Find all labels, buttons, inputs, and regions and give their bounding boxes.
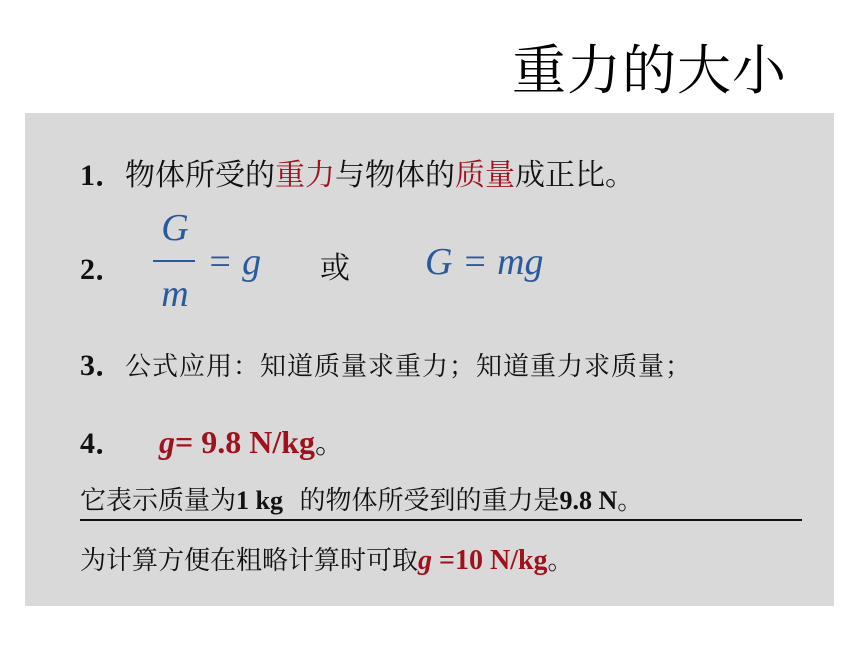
item-4-end: 。 (315, 426, 346, 461)
item-1-text-c: 成正比。 (515, 158, 635, 193)
item-1-highlight-gravity: 重力 (275, 158, 335, 193)
fraction-numerator: G (161, 207, 189, 249)
explanation-text-b: 的物体所受到的重力是 (282, 486, 560, 516)
item-1-text-b: 与物体的 (335, 158, 455, 193)
item-1-highlight-mass: 质量 (455, 158, 515, 193)
item-3-number: 3． (80, 349, 125, 382)
or-word: 或 (320, 251, 350, 286)
explanation-text-a: 它表示质量为 (80, 486, 237, 516)
explanation-mass: 1 kg (236, 486, 283, 515)
approx-g-symbol: g (418, 545, 433, 576)
gravity-formula: G = mg (425, 241, 544, 283)
item-1 (80, 150, 635, 194)
item-3-text: 公式应用：知道质量求重力；知道重力求质量； (125, 352, 693, 382)
item-4-number: 4． (80, 427, 125, 460)
explanation-force: 9.8 N (559, 486, 618, 515)
item-4-g-symbol: g (159, 424, 175, 460)
approx-text-a: 为计算方便在粗略计算时可取 (80, 546, 419, 576)
approx-value: =10 N/kg (432, 545, 548, 576)
item-4 (80, 418, 345, 462)
fraction-denominator: m (161, 273, 189, 315)
approx-end: 。 (547, 546, 574, 576)
item-2-number: 2． (80, 253, 125, 286)
item-2-number-wrap (80, 244, 125, 288)
fraction-bar (153, 260, 195, 262)
slide-title: 重力的大小 (512, 39, 787, 102)
item-1-number: 1． (80, 159, 125, 192)
item-4-value: = 9.8 N/kg (175, 424, 316, 460)
explanation-end: 。 (617, 486, 644, 516)
item-3 (80, 340, 692, 384)
approximation-line (80, 540, 574, 577)
item-1-text-a: 物体所受的 (125, 158, 275, 193)
explanation-line (80, 480, 802, 521)
fraction-rhs: = g (207, 241, 262, 283)
